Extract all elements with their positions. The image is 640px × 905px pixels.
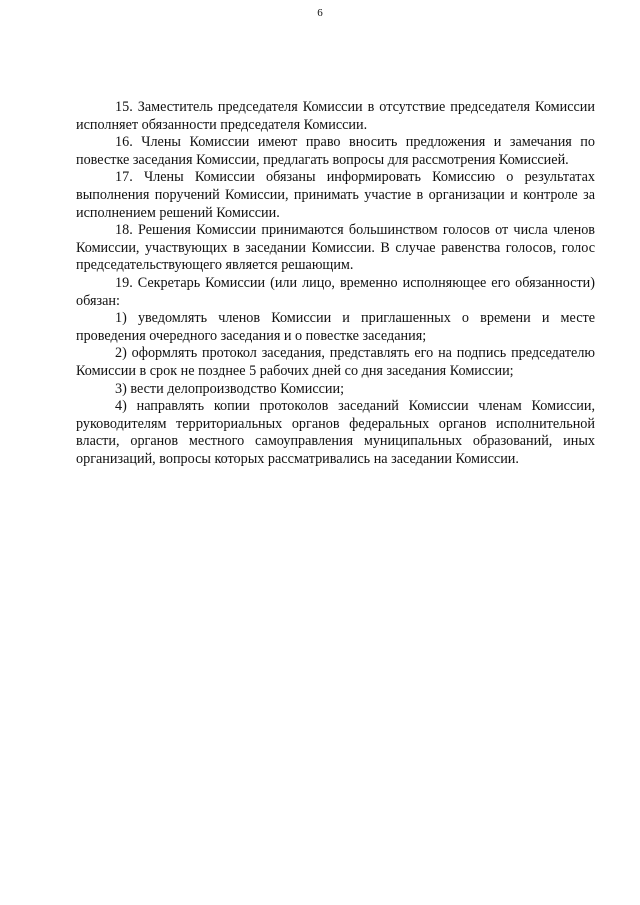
paragraph-15: 15. Заместитель председателя Комиссии в отсутствие председателя Комиссии исполняет обязанности председателя Комиссии.	[76, 99, 595, 133]
list-item-4: 4) направлять копии протоколов заседаний Комиссии членам Комиссии, руководителям территориальных органов федеральных органов исполнительной власти, органов местного самоуправления муниципальных образований, иных организаций, вопросы которых рассматривались на заседании Комиссии.	[76, 398, 595, 467]
paragraph-18: 18. Решения Комиссии принимаются большинством голосов от числа членов Комиссии, участвующих в заседании Комиссии. В случае равенства голосов, голос председательствующего является решающим.	[76, 222, 595, 274]
list-item-3: 3) вести делопроизводство Комиссии;	[115, 380, 345, 397]
paragraph-17: 17. Члены Комиссии обязаны информировать Комиссию о результатах выполнения поручений Комиссии, принимать участие в организации и контроле за исполнением решений Комиссии.	[76, 169, 595, 221]
list-item-1: 1) уведомлять членов Комиссии и приглашенных о времени и месте проведения очередного заседания и о повестке заседания;	[76, 310, 595, 344]
document-body	[76, 99, 595, 468]
page-number: 6	[317, 7, 323, 19]
list-item-2: 2) оформлять протокол заседания, представлять его на подпись председателю Комиссии в срок не позднее 5 рабочих дней со дня заседания Комиссии;	[76, 345, 595, 379]
paragraph-16: 16. Члены Комиссии имеют право вносить предложения и замечания по повестке заседания Комиссии, предлагать вопросы для рассмотрения Комиссией.	[76, 134, 595, 168]
paragraph-19: 19. Секретарь Комиссии (или лицо, временно исполняющее его обязанности) обязан:	[76, 274, 595, 309]
